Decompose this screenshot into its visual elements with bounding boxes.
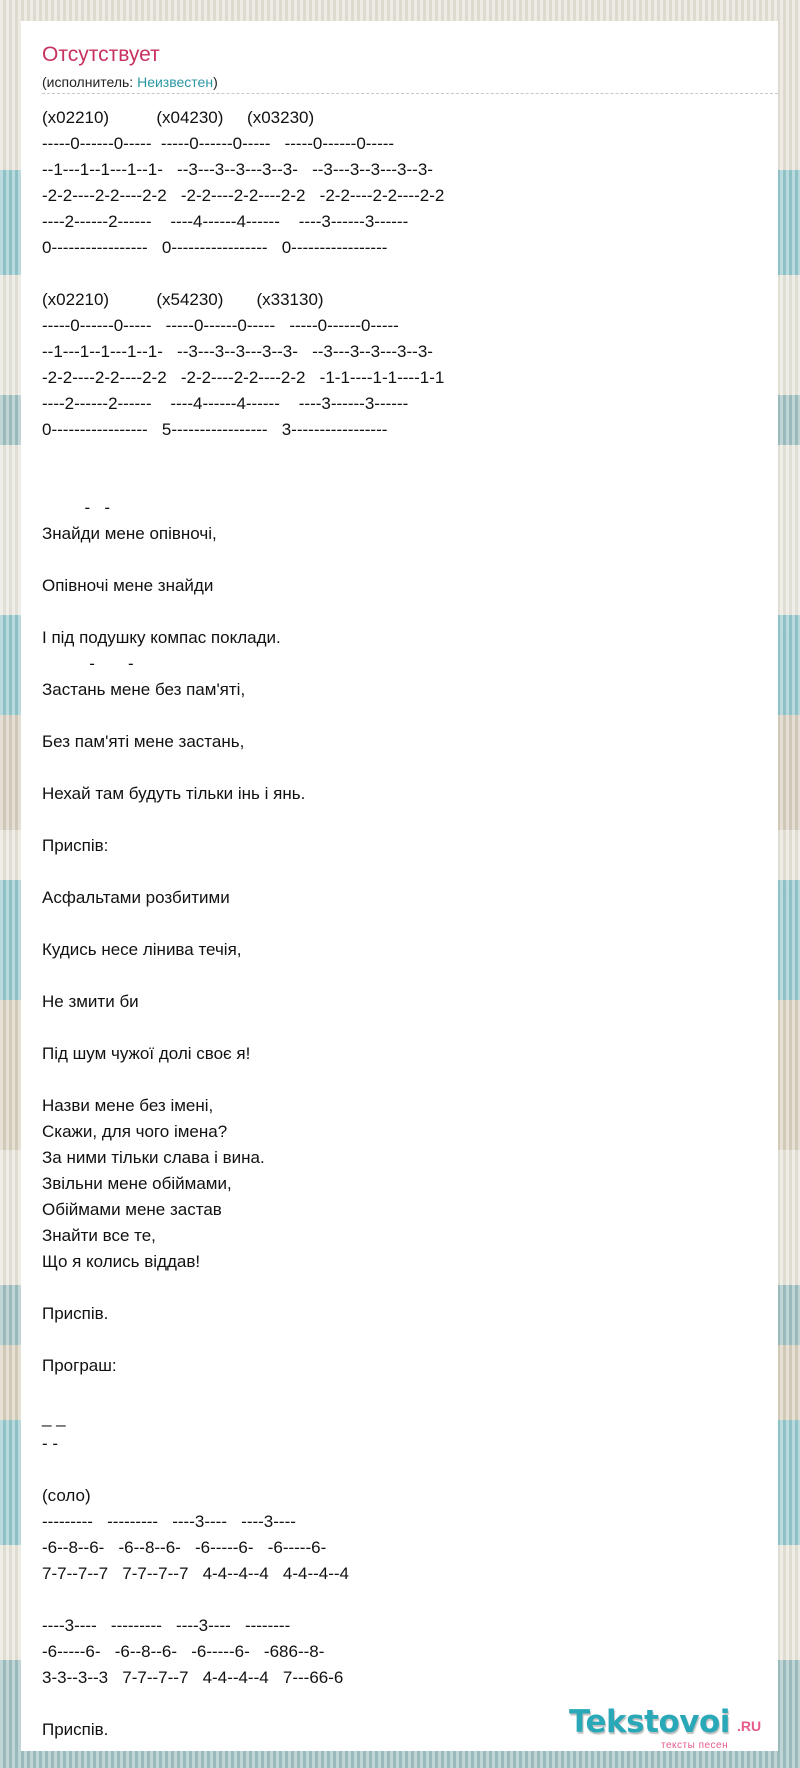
lyrics-line: Не змити би <box>42 992 139 1011</box>
lyrics-line: Без пам'яті мене застань, <box>42 732 245 751</box>
lyrics-line: Звільни мене обіймами, <box>42 1174 232 1193</box>
logo-name: Tekstovoi <box>569 1704 730 1740</box>
lyrics-line: - - <box>42 498 110 517</box>
lyrics-line: --1---1--1---1--1- --3---3--3---3--3- --3---3--3---3--3- <box>42 342 433 361</box>
lyrics-line: -6-----6- -6--8--6- -6-----6- -686--8- <box>42 1642 325 1661</box>
lyrics-line: --------- --------- ----3---- ----3---- <box>42 1512 296 1531</box>
lyrics-card <box>21 21 778 1751</box>
title-divider <box>42 93 778 94</box>
lyrics-line: Скажи, для чого імена? <box>42 1122 228 1141</box>
lyrics-line <box>42 1587 778 1613</box>
lyrics-line: За ними тільки слава і вина. <box>42 1148 265 1167</box>
lyrics-line: Застань мене без пам'яті, <box>42 680 246 699</box>
lyrics-line: Приспів: <box>42 836 109 855</box>
lyrics-line: -2-2----2-2----2-2 -2-2----2-2----2-2 -2-2----2-2----2-2 <box>42 186 445 205</box>
lyrics-line <box>42 469 778 495</box>
lyrics-body <box>42 105 778 1743</box>
lyrics-line: ----2------2------ ----4------4------ ----3------3------ <box>42 212 409 231</box>
lyrics-line: -6--8--6- -6--8--6- -6-----6- -6-----6- <box>42 1538 327 1557</box>
lyrics-line: - - <box>42 654 134 673</box>
lyrics-line: 0----------------- 0----------------- 0----------------- <box>42 238 388 257</box>
lyrics-line: (x02210) (x54230) (x33130) <box>42 290 324 309</box>
lyrics-line <box>42 911 778 937</box>
lyrics-line <box>42 547 778 573</box>
lyrics-line: Назви мене без імені, <box>42 1096 214 1115</box>
song-title: Отсутствует <box>42 43 160 66</box>
lyrics-line <box>42 1327 778 1353</box>
lyrics-line: І під подушку компас поклади. <box>42 628 281 647</box>
lyrics-line: Знайди мене опівночі, <box>42 524 217 543</box>
artist-link[interactable]: Неизвестен <box>137 74 214 90</box>
lyrics-line <box>42 261 778 287</box>
lyrics-line <box>42 1015 778 1041</box>
lyrics-line: Що я колись віддав! <box>42 1252 201 1271</box>
lyrics-line <box>42 755 778 781</box>
lyrics-line: 0----------------- 5----------------- 3----------------- <box>42 420 388 439</box>
lyrics-line: (соло) <box>42 1486 91 1505</box>
artist-prefix: (исполнитель: <box>42 74 138 90</box>
lyrics-line: Приспів. <box>42 1720 109 1739</box>
lyrics-line: Кудись несе лінива течія, <box>42 940 242 959</box>
lyrics-line: - - <box>42 1434 59 1453</box>
lyrics-line: Опівночі мене знайди <box>42 576 214 595</box>
site-logo[interactable] <box>569 1704 769 1754</box>
lyrics-line: _ _ <box>42 1408 66 1427</box>
lyrics-line: -2-2----2-2----2-2 -2-2----2-2----2-2 -1-1----1-1----1-1 <box>42 368 445 387</box>
lyrics-line: 3-3--3--3 7-7--7--7 4-4--4--4 7---66-6 <box>42 1668 344 1687</box>
lyrics-line: Знайти все те, <box>42 1226 156 1245</box>
logo-domain: .RU <box>737 1718 762 1734</box>
lyrics-line <box>42 807 778 833</box>
lyrics-line: (x02210) (x04230) (x03230) <box>42 108 315 127</box>
artist-suffix: ) <box>213 74 218 90</box>
lyrics-line: Асфальтами розбитими <box>42 888 230 907</box>
lyrics-line: 7-7--7--7 7-7--7--7 4-4--4--4 4-4--4--4 <box>42 1564 350 1583</box>
lyrics-line <box>42 1067 778 1093</box>
lyrics-line <box>42 1457 778 1483</box>
lyrics-line <box>42 963 778 989</box>
lyrics-line <box>42 859 778 885</box>
lyrics-line: Приспів. <box>42 1304 109 1323</box>
lyrics-line: Програш: <box>42 1356 117 1375</box>
lyrics-line: -----0------0----- -----0------0----- -----0------0----- <box>42 134 395 153</box>
lyrics-line: Під шум чужої долі своє я! <box>42 1044 251 1063</box>
lyrics-line <box>42 599 778 625</box>
lyrics-line: -----0------0----- -----0------0----- -----0------0----- <box>42 316 399 335</box>
logo-tagline: тексты песен <box>661 1740 729 1751</box>
lyrics-line <box>42 443 778 469</box>
artist-line <box>42 74 218 90</box>
lyrics-line: ----2------2------ ----4------4------ ----3------3------ <box>42 394 409 413</box>
lyrics-line: ----3---- --------- ----3---- -------- <box>42 1616 291 1635</box>
lyrics-line <box>42 1275 778 1301</box>
lyrics-line <box>42 703 778 729</box>
lyrics-line: Обіймами мене застав <box>42 1200 222 1219</box>
lyrics-line: --1---1--1---1--1- --3---3--3---3--3- --3---3--3---3--3- <box>42 160 433 179</box>
lyrics-line <box>42 1379 778 1405</box>
lyrics-line: Нехай там будуть тільки інь і янь. <box>42 784 306 803</box>
